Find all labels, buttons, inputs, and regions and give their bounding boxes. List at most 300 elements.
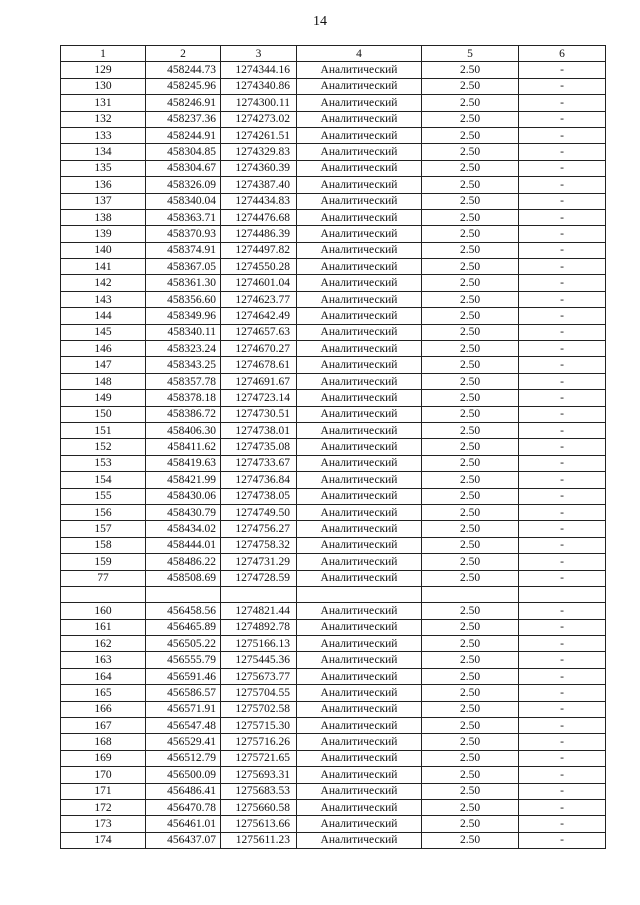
table-row <box>61 586 606 602</box>
cell-y-coordinate: 1274340.86 <box>221 78 297 94</box>
cell-note: - <box>519 357 606 373</box>
table-row <box>61 111 606 127</box>
cell-accuracy: 2.50 <box>422 718 519 734</box>
table-row <box>61 226 606 242</box>
cell-y-coordinate: 1274486.39 <box>221 226 297 242</box>
table-row <box>61 472 606 488</box>
cell-method: Аналитический <box>297 767 422 783</box>
cell-accuracy: 2.50 <box>422 652 519 668</box>
cell-note: - <box>519 259 606 275</box>
page-number: 14 <box>313 14 327 29</box>
cell-point-number: 77 <box>61 570 146 586</box>
cell-accuracy: 2.50 <box>422 226 519 242</box>
header-cell: 3 <box>221 46 297 62</box>
cell-x-coordinate: 458237.36 <box>146 111 221 127</box>
table-row <box>61 619 606 635</box>
cell-note: - <box>519 193 606 209</box>
cell-point-number: 160 <box>61 603 146 619</box>
cell-accuracy: 2.50 <box>422 373 519 389</box>
cell-method: Аналитический <box>297 209 422 225</box>
table-row <box>61 816 606 832</box>
table-row <box>61 767 606 783</box>
table-row <box>61 291 606 307</box>
cell-y-coordinate: 1274360.39 <box>221 160 297 176</box>
cell-note: - <box>519 718 606 734</box>
cell-x-coordinate: 458386.72 <box>146 406 221 422</box>
table-row <box>61 62 606 78</box>
cell-point-number: 167 <box>61 718 146 734</box>
cell-point-number: 156 <box>61 504 146 520</box>
cell-point-number: 136 <box>61 177 146 193</box>
cell-method: Аналитический <box>297 783 422 799</box>
cell-x-coordinate: 458244.91 <box>146 127 221 143</box>
cell-note: - <box>519 783 606 799</box>
cell-y-coordinate: 1274728.59 <box>221 570 297 586</box>
cell-x-coordinate: 458374.91 <box>146 242 221 258</box>
cell-y-coordinate: 1274300.11 <box>221 95 297 111</box>
cell-method: Аналитический <box>297 373 422 389</box>
cell-note: - <box>519 177 606 193</box>
table-row <box>61 160 606 176</box>
table-row <box>61 521 606 537</box>
cell-x-coordinate: 458406.30 <box>146 422 221 438</box>
cell-y-coordinate: 1274758.32 <box>221 537 297 553</box>
cell-point-number: 144 <box>61 308 146 324</box>
cell-accuracy: 2.50 <box>422 439 519 455</box>
cell-method: Аналитический <box>297 799 422 815</box>
coordinates-table <box>60 45 606 849</box>
cell-method: Аналитический <box>297 652 422 668</box>
cell-accuracy: 2.50 <box>422 275 519 291</box>
cell-point-number: 163 <box>61 652 146 668</box>
cell-method: Аналитический <box>297 504 422 520</box>
table-row <box>61 324 606 340</box>
cell-accuracy: 2.50 <box>422 324 519 340</box>
cell-note: - <box>519 373 606 389</box>
cell-method: Аналитический <box>297 242 422 258</box>
cell-accuracy: 2.50 <box>422 488 519 504</box>
cell-y-coordinate: 1274387.40 <box>221 177 297 193</box>
cell-x-coordinate: 458323.24 <box>146 341 221 357</box>
table-row <box>61 668 606 684</box>
cell-point-number: 153 <box>61 455 146 471</box>
cell-y-coordinate: 1274731.29 <box>221 554 297 570</box>
table-row <box>61 242 606 258</box>
table-row <box>61 685 606 701</box>
cell-x-coordinate: 458411.62 <box>146 439 221 455</box>
cell-method: Аналитический <box>297 455 422 471</box>
cell-point-number: 164 <box>61 668 146 684</box>
cell-accuracy: 2.50 <box>422 832 519 848</box>
cell-note: - <box>519 324 606 340</box>
cell-method: Аналитический <box>297 472 422 488</box>
cell-method: Аналитический <box>297 439 422 455</box>
cell-x-coordinate: 458430.79 <box>146 504 221 520</box>
cell-note: - <box>519 291 606 307</box>
cell-x-coordinate: 456555.79 <box>146 652 221 668</box>
cell-accuracy: 2.50 <box>422 783 519 799</box>
cell-method: Аналитический <box>297 521 422 537</box>
cell-point-number: 139 <box>61 226 146 242</box>
cell-y-coordinate: 1274642.49 <box>221 308 297 324</box>
cell-point-number: 162 <box>61 636 146 652</box>
table-row <box>61 209 606 225</box>
cell-point-number: 141 <box>61 259 146 275</box>
table-row <box>61 750 606 766</box>
cell-note: - <box>519 226 606 242</box>
cell-x-coordinate: 456500.09 <box>146 767 221 783</box>
cell-note: - <box>519 554 606 570</box>
cell-point-number: 147 <box>61 357 146 373</box>
cell-accuracy: 2.50 <box>422 291 519 307</box>
cell-y-coordinate: 1274723.14 <box>221 390 297 406</box>
cell-x-coordinate: 456458.56 <box>146 603 221 619</box>
table-row <box>61 308 606 324</box>
cell-y-coordinate: 1275613.66 <box>221 816 297 832</box>
table-body <box>61 62 606 849</box>
cell-method <box>297 586 422 602</box>
table-row <box>61 95 606 111</box>
cell-method: Аналитический <box>297 701 422 717</box>
cell-x-coordinate: 458245.96 <box>146 78 221 94</box>
cell-x-coordinate: 458370.93 <box>146 226 221 242</box>
cell-method: Аналитический <box>297 406 422 422</box>
cell-point-number: 131 <box>61 95 146 111</box>
cell-x-coordinate: 458430.06 <box>146 488 221 504</box>
cell-method: Аналитический <box>297 62 422 78</box>
table-row <box>61 439 606 455</box>
cell-x-coordinate: 458304.85 <box>146 144 221 160</box>
cell-point-number: 132 <box>61 111 146 127</box>
cell-point-number: 166 <box>61 701 146 717</box>
table-row <box>61 504 606 520</box>
cell-x-coordinate: 458304.67 <box>146 160 221 176</box>
cell-accuracy: 2.50 <box>422 455 519 471</box>
cell-x-coordinate: 458378.18 <box>146 390 221 406</box>
cell-y-coordinate: 1274476.68 <box>221 209 297 225</box>
cell-point-number: 174 <box>61 832 146 848</box>
cell-method: Аналитический <box>297 226 422 242</box>
cell-note: - <box>519 455 606 471</box>
cell-y-coordinate: 1275716.26 <box>221 734 297 750</box>
cell-method: Аналитический <box>297 127 422 143</box>
cell-method: Аналитический <box>297 488 422 504</box>
cell-x-coordinate: 458244.73 <box>146 62 221 78</box>
header-cell: 1 <box>61 46 146 62</box>
cell-x-coordinate: 456529.41 <box>146 734 221 750</box>
cell-y-coordinate: 1275704.55 <box>221 685 297 701</box>
cell-accuracy: 2.50 <box>422 62 519 78</box>
table-row <box>61 259 606 275</box>
cell-y-coordinate: 1275693.31 <box>221 767 297 783</box>
cell-point-number: 130 <box>61 78 146 94</box>
cell-accuracy: 2.50 <box>422 406 519 422</box>
cell-y-coordinate: 1274756.27 <box>221 521 297 537</box>
cell-note: - <box>519 636 606 652</box>
cell-note <box>519 586 606 602</box>
cell-y-coordinate: 1275721.65 <box>221 750 297 766</box>
header-cell: 2 <box>146 46 221 62</box>
cell-accuracy: 2.50 <box>422 78 519 94</box>
table-row <box>61 554 606 570</box>
cell-y-coordinate: 1274601.04 <box>221 275 297 291</box>
cell-note: - <box>519 832 606 848</box>
cell-x-coordinate: 458340.04 <box>146 193 221 209</box>
cell-y-coordinate: 1274821.44 <box>221 603 297 619</box>
cell-method: Аналитический <box>297 554 422 570</box>
cell-note: - <box>519 78 606 94</box>
cell-note: - <box>519 521 606 537</box>
cell-y-coordinate: 1275166.13 <box>221 636 297 652</box>
table-row <box>61 341 606 357</box>
table-row <box>61 718 606 734</box>
table-row <box>61 373 606 389</box>
cell-accuracy: 2.50 <box>422 767 519 783</box>
cell-note: - <box>519 685 606 701</box>
cell-note: - <box>519 668 606 684</box>
table-row <box>61 390 606 406</box>
table-row <box>61 144 606 160</box>
cell-point-number <box>61 586 146 602</box>
cell-point-number: 151 <box>61 422 146 438</box>
table-row <box>61 406 606 422</box>
table-row <box>61 455 606 471</box>
cell-point-number: 146 <box>61 341 146 357</box>
cell-accuracy: 2.50 <box>422 603 519 619</box>
cell-y-coordinate: 1274738.05 <box>221 488 297 504</box>
cell-x-coordinate: 456505.22 <box>146 636 221 652</box>
cell-point-number: 170 <box>61 767 146 783</box>
cell-note: - <box>519 341 606 357</box>
cell-note: - <box>519 422 606 438</box>
cell-point-number: 161 <box>61 619 146 635</box>
cell-point-number: 143 <box>61 291 146 307</box>
cell-method: Аналитический <box>297 619 422 635</box>
cell-y-coordinate: 1275715.30 <box>221 718 297 734</box>
cell-y-coordinate: 1274749.50 <box>221 504 297 520</box>
cell-accuracy: 2.50 <box>422 144 519 160</box>
cell-method: Аналитический <box>297 324 422 340</box>
cell-y-coordinate: 1275445.36 <box>221 652 297 668</box>
cell-accuracy: 2.50 <box>422 554 519 570</box>
cell-accuracy: 2.50 <box>422 209 519 225</box>
cell-x-coordinate: 458356.60 <box>146 291 221 307</box>
cell-accuracy: 2.50 <box>422 472 519 488</box>
cell-accuracy: 2.50 <box>422 127 519 143</box>
cell-y-coordinate: 1274733.67 <box>221 455 297 471</box>
cell-method: Аналитический <box>297 95 422 111</box>
cell-method: Аналитический <box>297 259 422 275</box>
cell-point-number: 138 <box>61 209 146 225</box>
cell-method: Аналитический <box>297 275 422 291</box>
cell-x-coordinate: 456486.41 <box>146 783 221 799</box>
table-row <box>61 537 606 553</box>
cell-x-coordinate: 456586.57 <box>146 685 221 701</box>
cell-method: Аналитический <box>297 718 422 734</box>
table-row <box>61 177 606 193</box>
cell-note: - <box>519 750 606 766</box>
cell-accuracy: 2.50 <box>422 259 519 275</box>
cell-point-number: 137 <box>61 193 146 209</box>
cell-note: - <box>519 472 606 488</box>
table-row <box>61 127 606 143</box>
cell-point-number: 173 <box>61 816 146 832</box>
cell-method: Аналитический <box>297 357 422 373</box>
cell-y-coordinate: 1275660.58 <box>221 799 297 815</box>
cell-method: Аналитический <box>297 291 422 307</box>
cell-method: Аналитический <box>297 193 422 209</box>
table-row <box>61 488 606 504</box>
cell-point-number: 135 <box>61 160 146 176</box>
cell-accuracy: 2.50 <box>422 799 519 815</box>
cell-accuracy: 2.50 <box>422 504 519 520</box>
cell-x-coordinate: 458361.30 <box>146 275 221 291</box>
table-header-row <box>61 46 606 62</box>
cell-point-number: 155 <box>61 488 146 504</box>
cell-y-coordinate: 1275702.58 <box>221 701 297 717</box>
cell-y-coordinate: 1274736.84 <box>221 472 297 488</box>
cell-x-coordinate: 458363.71 <box>146 209 221 225</box>
cell-method: Аналитический <box>297 685 422 701</box>
cell-x-coordinate: 456571.91 <box>146 701 221 717</box>
table-row <box>61 799 606 815</box>
table-row <box>61 78 606 94</box>
cell-x-coordinate: 458486.22 <box>146 554 221 570</box>
cell-note: - <box>519 816 606 832</box>
cell-note: - <box>519 62 606 78</box>
cell-y-coordinate: 1274434.83 <box>221 193 297 209</box>
cell-note: - <box>519 701 606 717</box>
header-cell: 4 <box>297 46 422 62</box>
cell-point-number: 134 <box>61 144 146 160</box>
cell-method: Аналитический <box>297 144 422 160</box>
cell-accuracy: 2.50 <box>422 750 519 766</box>
table-row <box>61 701 606 717</box>
table-row <box>61 357 606 373</box>
table-row <box>61 275 606 291</box>
cell-y-coordinate: 1274344.16 <box>221 62 297 78</box>
cell-point-number: 168 <box>61 734 146 750</box>
cell-x-coordinate: 456470.78 <box>146 799 221 815</box>
cell-note: - <box>519 95 606 111</box>
cell-point-number: 149 <box>61 390 146 406</box>
cell-point-number: 172 <box>61 799 146 815</box>
cell-point-number: 171 <box>61 783 146 799</box>
cell-method: Аналитический <box>297 816 422 832</box>
cell-y-coordinate: 1274670.27 <box>221 341 297 357</box>
cell-point-number: 158 <box>61 537 146 553</box>
cell-method: Аналитический <box>297 177 422 193</box>
cell-note: - <box>519 504 606 520</box>
cell-note: - <box>519 160 606 176</box>
cell-y-coordinate: 1274657.63 <box>221 324 297 340</box>
cell-x-coordinate <box>146 586 221 602</box>
cell-method: Аналитический <box>297 390 422 406</box>
cell-note: - <box>519 734 606 750</box>
cell-method: Аналитический <box>297 160 422 176</box>
cell-method: Аналитический <box>297 78 422 94</box>
cell-note: - <box>519 111 606 127</box>
cell-method: Аналитический <box>297 603 422 619</box>
cell-accuracy: 2.50 <box>422 242 519 258</box>
cell-x-coordinate: 458357.78 <box>146 373 221 389</box>
cell-note: - <box>519 308 606 324</box>
cell-note: - <box>519 406 606 422</box>
table-row <box>61 652 606 668</box>
cell-y-coordinate: 1274678.61 <box>221 357 297 373</box>
cell-accuracy: 2.50 <box>422 177 519 193</box>
cell-x-coordinate: 458343.25 <box>146 357 221 373</box>
cell-accuracy: 2.50 <box>422 668 519 684</box>
cell-method: Аналитический <box>297 832 422 848</box>
cell-point-number: 142 <box>61 275 146 291</box>
cell-accuracy: 2.50 <box>422 734 519 750</box>
cell-method: Аналитический <box>297 537 422 553</box>
cell-accuracy: 2.50 <box>422 685 519 701</box>
cell-note: - <box>519 275 606 291</box>
cell-method: Аналитический <box>297 668 422 684</box>
cell-y-coordinate: 1274691.67 <box>221 373 297 389</box>
cell-accuracy: 2.50 <box>422 619 519 635</box>
table-row <box>61 603 606 619</box>
table-row <box>61 570 606 586</box>
cell-y-coordinate: 1274730.51 <box>221 406 297 422</box>
cell-x-coordinate: 458349.96 <box>146 308 221 324</box>
cell-method: Аналитический <box>297 734 422 750</box>
cell-method: Аналитический <box>297 636 422 652</box>
cell-x-coordinate: 458326.09 <box>146 177 221 193</box>
cell-accuracy: 2.50 <box>422 816 519 832</box>
cell-x-coordinate: 458434.02 <box>146 521 221 537</box>
cell-y-coordinate: 1274261.51 <box>221 127 297 143</box>
cell-point-number: 157 <box>61 521 146 537</box>
cell-method: Аналитический <box>297 111 422 127</box>
cell-point-number: 165 <box>61 685 146 701</box>
table-row <box>61 636 606 652</box>
cell-x-coordinate: 456547.48 <box>146 718 221 734</box>
cell-accuracy: 2.50 <box>422 308 519 324</box>
cell-y-coordinate: 1275611.23 <box>221 832 297 848</box>
cell-note: - <box>519 242 606 258</box>
cell-y-coordinate: 1274738.01 <box>221 422 297 438</box>
cell-method: Аналитический <box>297 422 422 438</box>
header-cell: 6 <box>519 46 606 62</box>
cell-note: - <box>519 799 606 815</box>
cell-x-coordinate: 458367.05 <box>146 259 221 275</box>
cell-x-coordinate: 456437.07 <box>146 832 221 848</box>
cell-y-coordinate: 1275683.53 <box>221 783 297 799</box>
cell-accuracy: 2.50 <box>422 193 519 209</box>
cell-note: - <box>519 439 606 455</box>
cell-x-coordinate: 458340.11 <box>146 324 221 340</box>
cell-y-coordinate: 1274329.83 <box>221 144 297 160</box>
cell-point-number: 150 <box>61 406 146 422</box>
cell-x-coordinate: 458421.99 <box>146 472 221 488</box>
cell-accuracy: 2.50 <box>422 160 519 176</box>
cell-note: - <box>519 390 606 406</box>
table-row <box>61 832 606 848</box>
cell-note: - <box>519 652 606 668</box>
cell-note: - <box>519 767 606 783</box>
cell-y-coordinate: 1275673.77 <box>221 668 297 684</box>
cell-method: Аналитический <box>297 341 422 357</box>
cell-accuracy: 2.50 <box>422 341 519 357</box>
cell-x-coordinate: 458419.63 <box>146 455 221 471</box>
cell-accuracy: 2.50 <box>422 357 519 373</box>
cell-y-coordinate: 1274497.82 <box>221 242 297 258</box>
cell-point-number: 145 <box>61 324 146 340</box>
cell-note: - <box>519 570 606 586</box>
